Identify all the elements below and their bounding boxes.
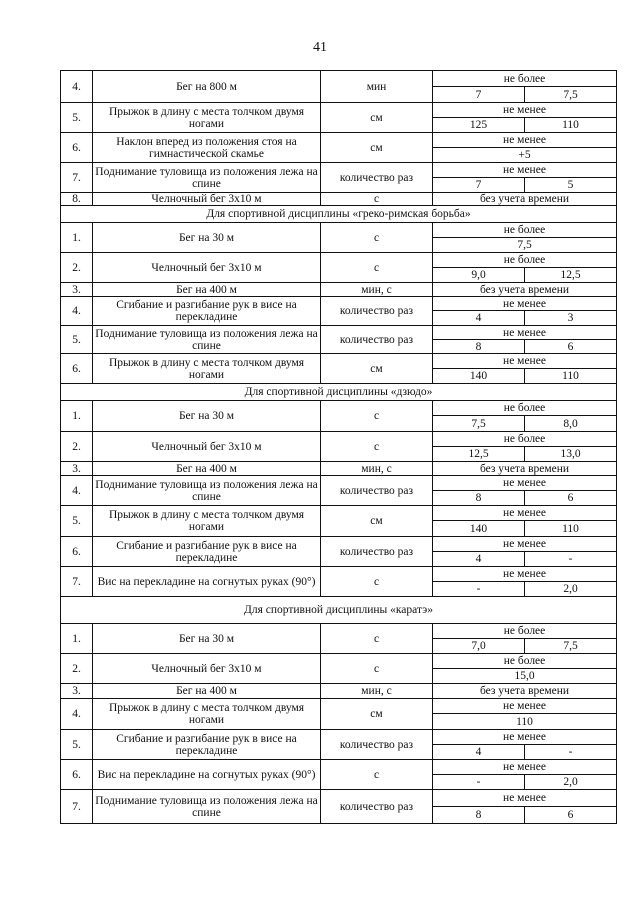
row-number: 7. <box>61 790 93 824</box>
row-number: 5. <box>61 326 93 354</box>
unit: см <box>321 506 433 537</box>
unit: с <box>321 654 433 684</box>
unit: мин, с <box>321 283 433 297</box>
norm-value-girls: 6 <box>525 340 617 354</box>
section-title: Для спортивной дисциплины «каратэ» <box>61 597 617 624</box>
unit: количество раз <box>321 730 433 760</box>
condition: не более <box>433 253 617 268</box>
norm-value: без учета времени <box>433 193 617 206</box>
row-number: 5. <box>61 730 93 760</box>
unit: количество раз <box>321 326 433 354</box>
norm-value: 110 <box>433 714 617 730</box>
row-number: 6. <box>61 133 93 163</box>
condition: не более <box>433 624 617 639</box>
norm-value-boys: 4 <box>433 745 525 760</box>
exercise-name: Сгибание и разгибание рук в висе на перекладине <box>93 730 321 760</box>
table-row <box>61 163 617 178</box>
table-row <box>61 297 617 311</box>
table-row <box>61 103 617 118</box>
norm-value-boys: 7 <box>433 178 525 193</box>
condition: не менее <box>433 133 617 148</box>
exercise-name: Бег на 400 м <box>93 283 321 297</box>
unit: количество раз <box>321 537 433 567</box>
norm-value-girls: - <box>525 552 617 567</box>
norm-value-boys: 8 <box>433 340 525 354</box>
exercise-name: Поднимание туловища из положения лежа на спине <box>93 326 321 354</box>
row-number: 1. <box>61 624 93 654</box>
condition: не более <box>433 223 617 238</box>
exercise-name: Прыжок в длину с места толчком двумя ногами <box>93 506 321 537</box>
norm-value-boys: 12,5 <box>433 447 525 462</box>
exercise-name: Прыжок в длину с места толчком двумя ногами <box>93 699 321 730</box>
unit: мин <box>321 71 433 103</box>
section-header <box>61 384 617 401</box>
condition: не менее <box>433 760 617 775</box>
exercise-name: Бег на 400 м <box>93 462 321 476</box>
row-number: 5. <box>61 103 93 133</box>
condition: не более <box>433 432 617 447</box>
unit: количество раз <box>321 476 433 506</box>
norm-value-boys: 7 <box>433 87 525 103</box>
table-row <box>61 506 617 521</box>
norm-value-girls: 7,5 <box>525 87 617 103</box>
norm-value-girls: 2,0 <box>525 582 617 597</box>
table-row <box>61 432 617 447</box>
table-row <box>61 790 617 807</box>
condition: не менее <box>433 537 617 552</box>
norm-value-boys: - <box>433 582 525 597</box>
row-number: 1. <box>61 223 93 253</box>
norm-value: без учета времени <box>433 283 617 297</box>
unit: мин, с <box>321 684 433 699</box>
condition: не менее <box>433 567 617 582</box>
exercise-name: Бег на 30 м <box>93 401 321 432</box>
exercise-name: Вис на перекладине на согнутых руках (90°) <box>93 567 321 597</box>
table-row <box>61 567 617 582</box>
section-title: Для спортивной дисциплины «дзюдо» <box>61 384 617 401</box>
condition: не менее <box>433 699 617 714</box>
row-number: 2. <box>61 432 93 462</box>
norm-value: без учета времени <box>433 684 617 699</box>
condition: не менее <box>433 476 617 491</box>
norm-value-girls: 110 <box>525 118 617 133</box>
row-number: 7. <box>61 567 93 597</box>
table-row <box>61 624 617 639</box>
row-number: 3. <box>61 684 93 699</box>
exercise-name: Прыжок в длину с места толчком двумя ногами <box>93 354 321 384</box>
condition: не менее <box>433 354 617 369</box>
norm-value: 15,0 <box>433 669 617 684</box>
section-header <box>61 206 617 223</box>
norm-value-boys: 7,0 <box>433 639 525 654</box>
unit: с <box>321 223 433 253</box>
exercise-name: Поднимание туловища из положения лежа на спине <box>93 476 321 506</box>
table-row <box>61 476 617 491</box>
row-number: 4. <box>61 71 93 103</box>
norm-value-girls: 7,5 <box>525 639 617 654</box>
exercise-name: Челночный бег 3х10 м <box>93 654 321 684</box>
condition: не менее <box>433 506 617 521</box>
condition: не менее <box>433 103 617 118</box>
norm-value-girls: 2,0 <box>525 775 617 790</box>
norm-value-boys: 125 <box>433 118 525 133</box>
table-row <box>61 354 617 369</box>
row-number: 2. <box>61 654 93 684</box>
table-row <box>61 654 617 669</box>
condition: не менее <box>433 326 617 340</box>
exercise-name: Челночный бег 3х10 м <box>93 432 321 462</box>
unit: мин, с <box>321 462 433 476</box>
norm-value-girls: 5 <box>525 178 617 193</box>
table-row <box>61 133 617 148</box>
norm-value-boys: 9,0 <box>433 268 525 283</box>
exercise-name: Сгибание и разгибание рук в висе на перекладине <box>93 537 321 567</box>
unit: см <box>321 354 433 384</box>
exercise-name: Бег на 30 м <box>93 223 321 253</box>
unit: количество раз <box>321 297 433 326</box>
row-number: 3. <box>61 283 93 297</box>
standards-table <box>60 70 617 824</box>
norm-value-boys: 4 <box>433 311 525 326</box>
exercise-name: Поднимание туловища из положения лежа на спине <box>93 163 321 193</box>
unit: см <box>321 699 433 730</box>
row-number: 6. <box>61 354 93 384</box>
unit: количество раз <box>321 163 433 193</box>
unit: с <box>321 760 433 790</box>
unit: количество раз <box>321 790 433 824</box>
row-number: 3. <box>61 462 93 476</box>
norm-value-boys: 140 <box>433 521 525 537</box>
row-number: 7. <box>61 163 93 193</box>
exercise-name: Бег на 400 м <box>93 684 321 699</box>
row-number: 2. <box>61 253 93 283</box>
norm-value-girls: 110 <box>525 369 617 384</box>
condition: не более <box>433 654 617 669</box>
norm-value-boys: 8 <box>433 807 525 824</box>
exercise-name: Вис на перекладине на согнутых руках (90°) <box>93 760 321 790</box>
table-row <box>61 462 617 476</box>
norm-value-girls: 13,0 <box>525 447 617 462</box>
exercise-name: Бег на 30 м <box>93 624 321 654</box>
table-row <box>61 401 617 416</box>
condition: не более <box>433 401 617 416</box>
norm-value-boys: 4 <box>433 552 525 567</box>
norm-value-girls: 110 <box>525 521 617 537</box>
norm-value: без учета времени <box>433 462 617 476</box>
norm-value-girls: 3 <box>525 311 617 326</box>
condition: не менее <box>433 163 617 178</box>
row-number: 4. <box>61 476 93 506</box>
condition: не менее <box>433 297 617 311</box>
table-row <box>61 537 617 552</box>
unit: с <box>321 624 433 654</box>
norm-value-girls: - <box>525 745 617 760</box>
exercise-name: Челночный бег 3х10 м <box>93 253 321 283</box>
unit: с <box>321 567 433 597</box>
norm-value-boys: - <box>433 775 525 790</box>
condition: не менее <box>433 730 617 745</box>
table-row <box>61 326 617 340</box>
table-row <box>61 699 617 714</box>
table-row <box>61 253 617 268</box>
table-row <box>61 684 617 699</box>
unit: с <box>321 401 433 432</box>
exercise-name: Прыжок в длину с места толчком двумя ногами <box>93 103 321 133</box>
unit: см <box>321 133 433 163</box>
exercise-name: Челночный бег 3х10 м <box>93 193 321 206</box>
row-number: 6. <box>61 537 93 567</box>
table-row <box>61 223 617 238</box>
row-number: 8. <box>61 193 93 206</box>
page-number: 41 <box>313 40 327 55</box>
row-number: 4. <box>61 297 93 326</box>
table-row <box>61 760 617 775</box>
row-number: 1. <box>61 401 93 432</box>
unit: см <box>321 103 433 133</box>
norm-value-boys: 140 <box>433 369 525 384</box>
norm-value-girls: 6 <box>525 807 617 824</box>
norm-value: 7,5 <box>433 238 617 253</box>
norm-value-boys: 8 <box>433 491 525 506</box>
unit: с <box>321 193 433 206</box>
unit: с <box>321 253 433 283</box>
section-header <box>61 597 617 624</box>
exercise-name: Наклон вперед из положения стоя на гимнастической скамье <box>93 133 321 163</box>
norm-value: +5 <box>433 148 617 163</box>
table-row <box>61 71 617 87</box>
norm-value-girls: 6 <box>525 491 617 506</box>
norm-value-girls: 8,0 <box>525 416 617 432</box>
exercise-name: Сгибание и разгибание рук в висе на перекладине <box>93 297 321 326</box>
exercise-name: Поднимание туловища из положения лежа на спине <box>93 790 321 824</box>
norm-value-girls: 12,5 <box>525 268 617 283</box>
condition: не менее <box>433 790 617 807</box>
condition: не более <box>433 71 617 87</box>
table-row <box>61 283 617 297</box>
row-number: 4. <box>61 699 93 730</box>
exercise-name: Бег на 800 м <box>93 71 321 103</box>
table-row <box>61 193 617 206</box>
row-number: 5. <box>61 506 93 537</box>
row-number: 6. <box>61 760 93 790</box>
table-row <box>61 730 617 745</box>
norm-value-boys: 7,5 <box>433 416 525 432</box>
unit: с <box>321 432 433 462</box>
section-title: Для спортивной дисциплины «греко-римская борьба» <box>61 206 617 223</box>
